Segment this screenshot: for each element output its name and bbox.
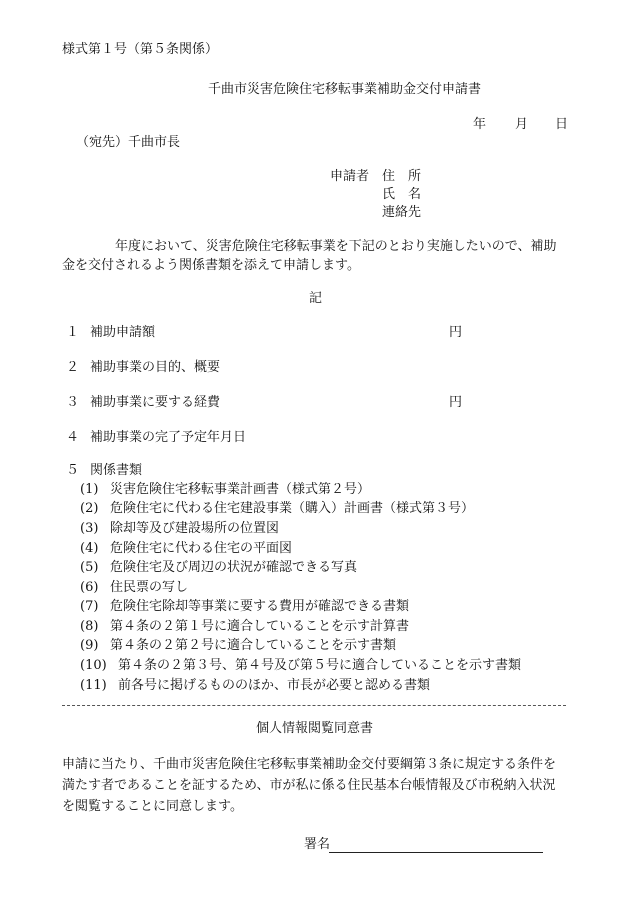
document-text: 第４条の２第１号に適合していることを示す計算書 <box>110 619 410 634</box>
body-text-line-2: 金を交付されるよう関係書類を添えて申請します。 <box>62 258 360 273</box>
document-text: 住民票の写し <box>110 580 189 595</box>
document-text: 除却等及び建設場所の位置図 <box>110 521 280 536</box>
date-day-label: 日 <box>555 117 569 132</box>
applicant-name-label: 氏 名 <box>382 187 422 202</box>
item-number: ３ <box>66 395 80 410</box>
consent-text-line-2: 満たす者であることを証するため、市が私に係る住民基本台帳情報及び市税納入状況 <box>62 778 556 793</box>
cut-line-divider <box>62 705 566 706</box>
document-text: 危険住宅に代わる住宅建設事業（購入）計画書（様式第３号） <box>110 501 475 516</box>
body-text-line-1: 年度において、災害危険住宅移転事業を下記のとおり実施したいので、補助 <box>115 239 557 254</box>
document-number: (11) <box>80 678 107 693</box>
document-number: (9) <box>80 638 99 653</box>
document-number: (4) <box>80 541 99 556</box>
date-month-label: 月 <box>515 117 529 132</box>
document-number: (1) <box>80 482 99 497</box>
signature-line[interactable] <box>329 852 543 853</box>
item-label: 補助事業の目的、概要 <box>90 360 221 375</box>
document-number: (10) <box>80 658 107 673</box>
addressee: （宛先）千曲市長 <box>76 135 181 150</box>
item-number: ２ <box>66 360 80 375</box>
document-title: 千曲市災害危険住宅移転事業補助金交付申請書 <box>208 82 482 97</box>
document-text: 第４条の２第３号、第４号及び第５号に適合していることを示す書類 <box>118 658 522 673</box>
item-label: 補助申請額 <box>90 325 156 340</box>
document-number: (7) <box>80 599 99 614</box>
document-text: 危険住宅及び周辺の状況が確認できる写真 <box>110 560 358 575</box>
item-unit: 円 <box>449 395 463 410</box>
consent-text-line-3: を閲覧することに同意します。 <box>62 799 243 814</box>
document-text: 危険住宅に代わる住宅の平面図 <box>110 541 293 556</box>
document-text: 危険住宅除却等事業に要する費用が確認できる書類 <box>110 599 410 614</box>
document-number: (3) <box>80 521 99 536</box>
document-number: (2) <box>80 501 99 516</box>
document-text: 第４条の２第２号に適合していることを示す書類 <box>110 638 397 653</box>
document-text: 災害危険住宅移転事業計画書（様式第２号） <box>110 482 371 497</box>
form-number: 様式第１号（第５条関係） <box>62 42 219 57</box>
date-year-label: 年 <box>473 117 487 132</box>
document-text: 前各号に掲げるもののほか、市長が必要と認める書類 <box>118 678 431 693</box>
applicant-address-label: 住 所 <box>382 169 422 184</box>
consent-text-line-1: 申請に当たり、千曲市災害危険住宅移転事業補助金交付要綱第３条に規定する条件を <box>62 757 557 772</box>
item-label: 補助事業に要する経費 <box>90 395 221 410</box>
document-number: (8) <box>80 619 99 634</box>
document-number: (6) <box>80 580 99 595</box>
item-label: 関係書類 <box>90 463 143 478</box>
applicant-label: 申請者 <box>330 169 370 184</box>
consent-title: 個人情報閲覧同意書 <box>256 721 374 736</box>
ki-heading: 記 <box>309 291 323 306</box>
signature-label: 署名 <box>304 837 331 852</box>
item-number: １ <box>66 325 80 340</box>
item-label: 補助事業の完了予定年月日 <box>90 430 247 445</box>
document-number: (5) <box>80 560 99 575</box>
item-unit: 円 <box>449 325 463 340</box>
item-number: ５ <box>66 463 80 478</box>
applicant-contact-label: 連絡先 <box>382 205 422 220</box>
item-number: ４ <box>66 430 80 445</box>
